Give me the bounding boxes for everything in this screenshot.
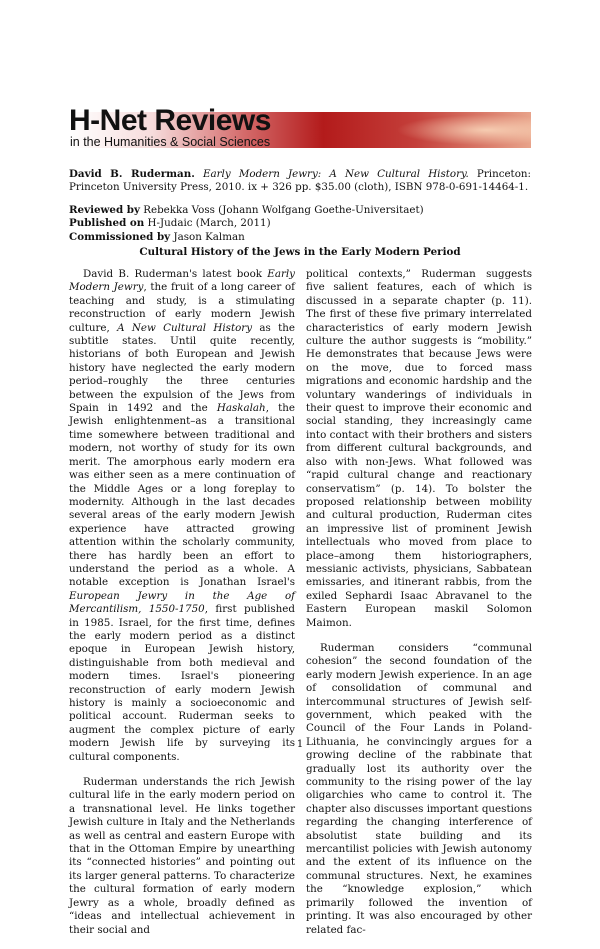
banner-ornament bbox=[381, 112, 531, 148]
text-run: , the fruit of a long career of teaching and study, is a stimulating reconstruction of early modern Jewish culture, bbox=[69, 281, 295, 334]
israel-book-italic: European Jewry in the Age of Mercantilism, 1550-1750 bbox=[69, 589, 295, 616]
commissioned-by-value: Jason Kalman bbox=[173, 230, 245, 243]
page-number: 1 bbox=[296, 738, 304, 750]
text-run: , first published in 1985. Israel, for the first time, defines the early modern period as a distinct epoque in European Jewish history, distinguishable from both medieval and modern times. Israel's pioneering reconstruction of early modern Jewish history is mainly a socioeconomic and political account. Ruderman seeks to augment the complex picture of early modern Jewish life by surveying its cultural components. bbox=[69, 603, 295, 763]
published-on-value: H-Judaic (March, 2011) bbox=[147, 217, 271, 230]
commissioned-by-label: Commissioned by bbox=[69, 230, 171, 243]
logo-title: H-Net Reviews bbox=[69, 104, 271, 137]
paragraph: Ruderman understands the rich Jewish cultural life in the early modern period on a transnational level. He links together Jewish culture in Italy and the Netherlands as well as central and eastern Europe with that in the Ottoman Empire by unearthing its “connected histories” and pointing out its larger general patterns. To characterize the cultural formation of early modern Jewry as a whole, broadly defined as “ideas and intellectual achievement in their social and bbox=[69, 776, 295, 936]
review-meta bbox=[69, 204, 531, 244]
text-run: David B. Ruderman's latest book bbox=[83, 268, 268, 280]
reviewer-name: Rebekka Voss (Johann Wolfgang Goethe-Universitaet) bbox=[143, 204, 424, 216]
paragraph: political contexts,” Ruderman suggests five salient features, each of which is discussed in a separate chapter (p. 11). The first of these five primary interrelated characteristics of early modern Jewish culture the author suggests is “mobility.” He demonstrates that because Jews were on the move, due to forced mass migrations and economic hardship and the voluntary wanderings of individuals in their quest to improve their economic and social standing, they increasingly came into contact with their brothers and sisters from different cultural backgrounds, and also with non-Jews. What followed was “rapid cultural change and reactionary conservatism” (p. 14). To bolster the proposed relationship between mobility and cultural production, Ruderman cites an impressive list of prominent Jewish intellectuals who moved from place to place–among them historiographers, messianic activists, physicians, Sabbatean emissaries, and itinerant rabbis, from the exiled Sephardi Isaac Abravanel to the Eastern European maskil Solomon Maimon. bbox=[306, 268, 532, 629]
citation-author: David B. Ruderman. bbox=[69, 168, 195, 180]
haskalah-italic: Haskalah bbox=[216, 402, 266, 415]
text-run: as the subtitle states. Until quite recently, historians of both European and Jewish history have neglected the early modern period–roughly the three centuries between the expulsion of the Jews from Spain in 1492 and the bbox=[69, 321, 295, 415]
paragraph: Ruderman considers “communal cohesion” the second foundation of the early modern Jewish experience. In an age of consolidation of communal and intercommunal structures of Jewish self-government, which peaked with the Council of the Four Lands in Poland-Lithuania, he convincingly argues for a growing decline of the rabbinate that gradually lost its authority over the community to the rising power of the lay oligarchies who came to control it. The chapter also discusses important questions regarding the changing interference of absolutist state building and its mercantilist policies with Jewish autonomy and the extent of its influence on the communal structures. Next, he examines the “knowledge explosion,” which primarily followed the invention of printing. It was also encouraged by other related fac- bbox=[306, 641, 532, 936]
published-on-label: Published on bbox=[69, 217, 145, 230]
citation-details: Princeton: Princeton University Press, 2010. ix + 326 pp. $35.00 (cloth), ISBN 978-0-691-14464-1. bbox=[69, 168, 531, 194]
left-column bbox=[69, 268, 295, 949]
hnet-banner bbox=[69, 104, 531, 151]
paragraph bbox=[69, 268, 295, 764]
reviewed-by-line bbox=[69, 204, 531, 217]
citation-title: Early Modern Jewry: A New Cultural History. bbox=[202, 168, 469, 180]
article-title: Cultural History of the Jews in the Early Modern Period bbox=[139, 246, 461, 258]
text-run: , the Jewish enlightenment–as a transitional time somewhere between traditional and modern, not worthy of study for its own merit. The amorphous early modern era was either seen as a mere continuation of the Middle Ages or a long foreplay to modernity. Although in the last decades several areas of the early modern Jewish experience have attracted growing attention within the scholarly community, there has hardly been an effort to understand the period as a whole. A notable exception is Jonathan Israel's bbox=[69, 402, 295, 589]
commissioned-by-line bbox=[69, 231, 531, 244]
logo-subtitle: in the Humanities & Social Sciences bbox=[70, 135, 271, 149]
book-title-italic: Early Modern Jewry bbox=[69, 268, 295, 294]
book-citation bbox=[69, 168, 531, 195]
right-column bbox=[306, 268, 532, 949]
subtitle-italic: A New Cultural History bbox=[117, 321, 253, 334]
reviewed-by-label: Reviewed by bbox=[69, 204, 140, 216]
published-on-line bbox=[69, 217, 531, 230]
